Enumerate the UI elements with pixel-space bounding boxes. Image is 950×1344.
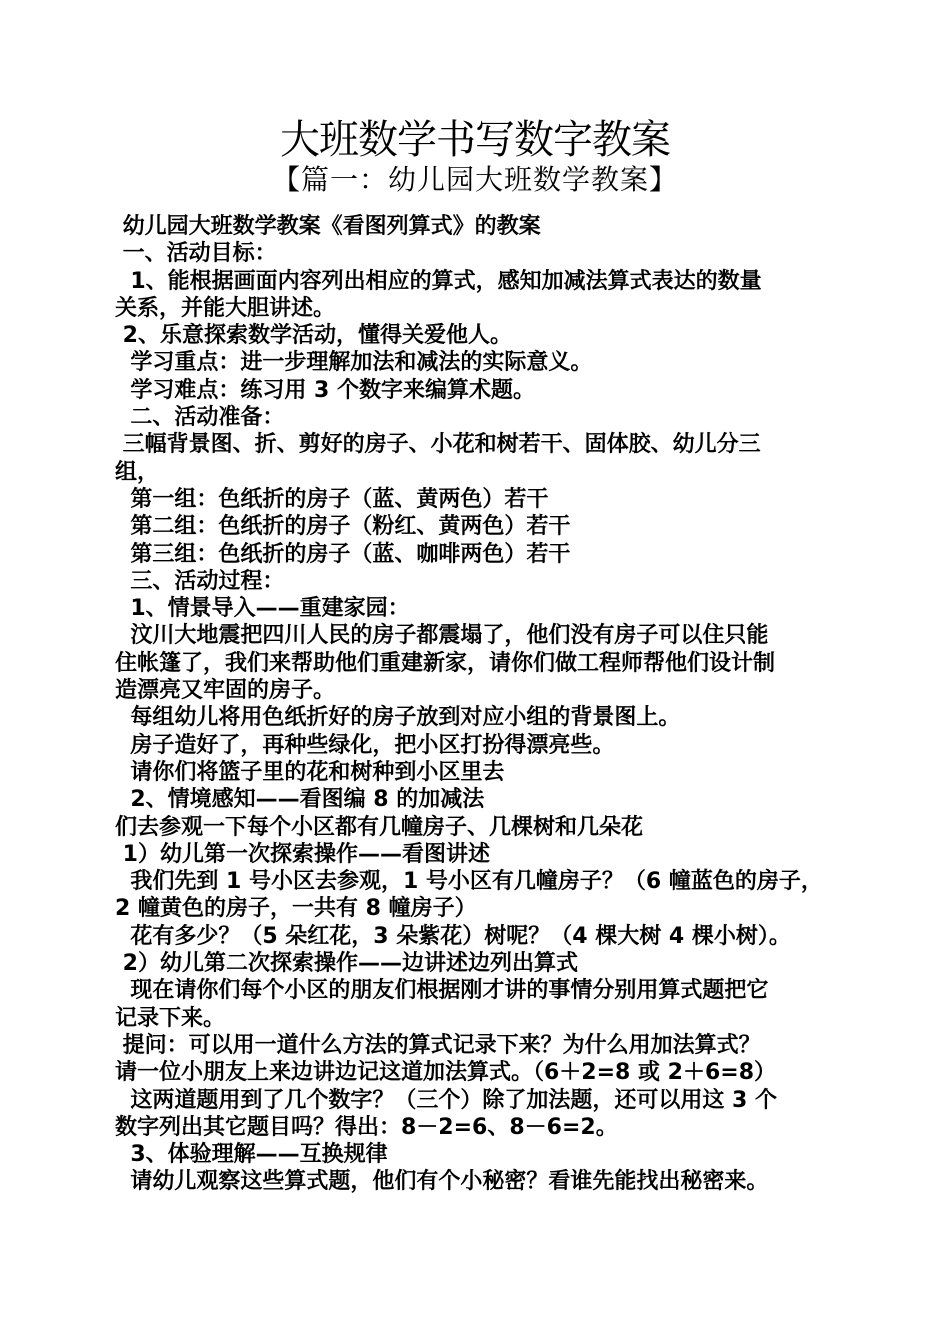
text-line: 我们先到 1 号小区去参观，1 号小区有几幢房子？（6 幢蓝色的房子， — [115, 869, 823, 895]
text-line: 组， — [115, 459, 160, 485]
text-line: 学习难点：练习用 3 个数字来编算术题。 — [115, 377, 535, 403]
text-line: 请幼儿观察这些算式题，他们有个小秘密？看谁先能找出秘密来。 — [115, 1169, 769, 1195]
text-line: 第一组：色纸折的房子（蓝、黄两色）若干 — [115, 486, 549, 512]
text-line: 这两道题用到了几个数字？（三个）除了加法题，还可以用这 3 个 — [115, 1087, 777, 1113]
text-line: 一、活动目标： — [115, 241, 277, 267]
text-line: 2、乐意探索数学活动，懂得关爱他人。 — [115, 323, 512, 349]
text-line: 1、情景导入——重建家园： — [115, 596, 410, 622]
text-line: 三、活动过程： — [115, 568, 285, 594]
document-body — [115, 213, 855, 1196]
text-line: 汶川大地震把四川人民的房子都震塌了，他们没有房子可以住只能 — [115, 623, 769, 649]
text-line: 二、活动准备： — [115, 405, 285, 431]
text-line: 关系，并能大胆讲述。 — [115, 295, 336, 321]
text-line: 们去参观一下每个小区都有几幢房子、几棵树和几朵花 — [115, 814, 644, 840]
text-line: 第二组：色纸折的房子（粉红、黄两色）若干 — [115, 514, 571, 540]
text-line: 每组幼儿将用色纸折好的房子放到对应小组的背景图上。 — [115, 705, 681, 731]
text-line: 3、体验理解——互换规律 — [115, 1142, 388, 1168]
text-line: 幼儿园大班数学教案《看图列算式》的教案 — [115, 214, 541, 239]
text-line: 花有多少？（5 朵红花，3 朵紫花）树呢？（4 棵大树 4 棵小树）。 — [115, 923, 791, 949]
text-line: 现在请你们每个小区的朋友们根据刚才讲的事情分别用算式题把它 — [115, 978, 769, 1004]
document-title: 大班数学书写数字教案 — [280, 117, 670, 163]
text-line: 请一位小朋友上来边讲边记这道加法算式。（6＋2=8 或 2＋6=8） — [115, 1060, 777, 1086]
text-line: 2 幢黄色的房子，一共有 8 幢房子） — [115, 896, 477, 922]
text-line: 造漂亮又牢固的房子。 — [115, 678, 336, 704]
text-line: 2）幼儿第二次探索操作——边讲述边列出算式 — [115, 951, 578, 977]
text-line: 三幅背景图、折、剪好的房子、小花和树若干、固体胶、幼儿分三 — [115, 432, 761, 458]
text-line: 记录下来。 — [115, 1005, 226, 1031]
text-line: 住帐篷了，我们来帮助他们重建新家，请你们做工程师帮他们设计制 — [115, 650, 776, 676]
text-line: 第三组：色纸折的房子（蓝、咖啡两色）若干 — [115, 541, 571, 567]
text-line: 房子造好了，再种些绿化，把小区打扮得漂亮些。 — [115, 732, 615, 758]
text-line: 请你们将篮子里的花和树种到小区里去 — [115, 759, 505, 785]
text-line: 1、能根据画面内容列出相应的算式，感知加减法算式表达的数量 — [115, 268, 762, 294]
text-line: 数字列出其它题目吗？得出：8－2=6、8－6=2。 — [115, 1114, 618, 1140]
text-line: 2、情境感知——看图编 8 的加减法 — [115, 787, 485, 813]
text-line: 学习重点：进一步理解加法和减法的实际意义。 — [115, 350, 593, 376]
text-line: 1）幼儿第一次探索操作——看图讲述 — [115, 841, 490, 867]
document-subtitle: 【篇一：幼儿园大班数学教案】 — [271, 163, 678, 196]
text-line: 提问：可以用一道什么方法的算式记录下来？为什么用加法算式？ — [115, 1032, 761, 1058]
